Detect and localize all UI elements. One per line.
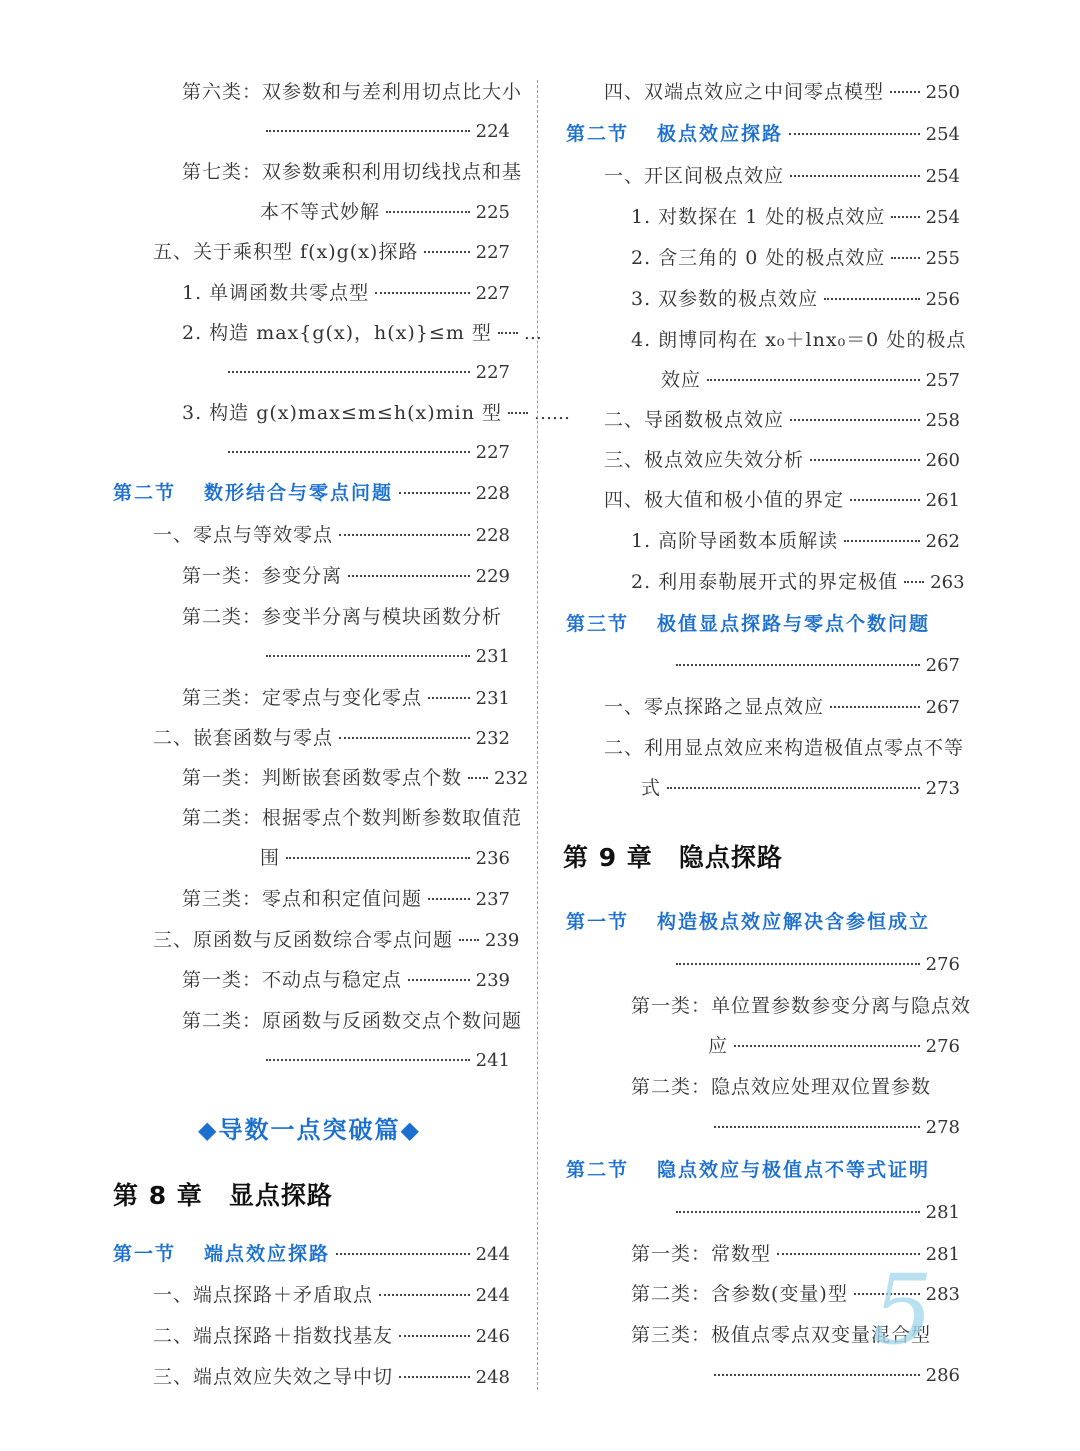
toc-entry[interactable] [708,1116,960,1140]
chapter-title: 隐点探路 [678,843,783,872]
dot-leader [676,664,920,666]
toc-entry[interactable] [631,994,972,1018]
toc-entry[interactable] [182,968,510,993]
page-number: 262 [925,531,960,552]
page-number: 260 [925,450,960,471]
dot-leader [830,706,920,708]
toc-entry[interactable] [708,1364,960,1388]
toc-entry[interactable] [631,328,967,352]
toc-entry[interactable] [260,1049,510,1073]
dot-leader [399,1376,470,1378]
toc-entry[interactable] [153,1283,510,1308]
page-number: 261 [925,490,960,511]
toc-entry[interactable] [182,281,510,306]
entry-title: 极值显点探路与零点个数问题 [657,613,931,635]
toc-entry[interactable] [604,164,960,189]
toc-entry[interactable] [631,529,960,554]
dot-leader [339,534,470,536]
dot-leader [428,697,470,699]
entry-title: 五、关于乘积型 f(x)g(x)探路 [153,241,419,263]
entry-title: 1. 高阶导函数本质解读 [631,530,839,552]
entry-title: 二、嵌套函数与零点 [153,727,334,749]
toc-entry[interactable] [670,953,960,977]
page-number: 276 [925,1036,960,1057]
section-label: 第二节 [566,1159,630,1181]
dot-leader [386,211,470,213]
toc-section-heading[interactable] [566,612,960,636]
page-number: 258 [925,410,960,431]
dot-leader [459,939,479,941]
toc-entry[interactable] [260,200,510,225]
page-number: 231 [475,646,510,667]
dot-leader [850,499,920,501]
dot-leader [891,216,919,218]
section-label: 第二节 [113,482,177,504]
page-number: 232 [475,728,510,749]
dot-leader [399,492,470,494]
page-number: 256 [925,289,960,310]
entry-title: 三、端点效应失效之导中切 [153,1366,394,1388]
page-number: 227 [475,242,510,263]
dot-leader [667,787,920,789]
entry-title: 三、极点效应失效分析 [604,449,805,471]
chapter-8-heading [113,1176,333,1212]
column-divider [537,80,538,1390]
toc-entry[interactable] [182,766,529,791]
entry-title: 二、端点探路＋指数找基友 [153,1325,394,1347]
dot-leader [336,1253,470,1255]
dot-leader [266,655,470,657]
dot-leader [904,581,924,583]
page-number: 254 [925,166,960,187]
dot-leader [714,1126,920,1128]
section-label: 第三节 [566,613,630,635]
toc-entry[interactable] [631,1075,960,1099]
entry-title: 极点效应探路 [657,123,784,145]
page-number-watermark: 5 [872,1254,934,1366]
toc-entry[interactable] [641,776,960,801]
page-number: … [523,323,542,344]
dot-leader [789,133,920,135]
page-number: 246 [475,1326,510,1347]
toc-section-heading[interactable] [566,1158,960,1182]
entry-title: 一、零点与等效零点 [153,524,334,546]
page-number: 228 [475,483,510,504]
page-number: 283 [925,1284,960,1305]
entry-title: 第二类：原函数与反函数交点个数问题 [182,1010,523,1032]
toc-entry[interactable] [631,246,960,271]
dot-leader [286,857,470,859]
toc-entry[interactable] [182,605,510,629]
entry-title: 本不等式妙解 [260,201,381,223]
toc-section-heading[interactable] [113,1242,510,1267]
toc-entry[interactable] [604,695,960,720]
page-number: 225 [475,202,510,223]
toc-entry[interactable] [222,361,510,385]
dot-leader [890,91,920,93]
page-number: 228 [475,525,510,546]
page-number: 254 [925,207,960,228]
page-number: 254 [925,124,960,145]
dot-leader [824,298,919,300]
dot-leader [508,412,528,414]
page-number: 248 [475,1367,510,1388]
part-title: ◆导数一点突破篇◆ [198,1116,421,1144]
toc-entry[interactable] [670,1201,960,1225]
dot-leader [734,1045,920,1047]
toc-entry[interactable] [604,408,960,433]
toc-entry[interactable] [182,401,570,426]
dot-leader [266,130,470,132]
entry-title: 应 [708,1035,729,1057]
entry-title: 四、双端点效应之中间零点模型 [604,81,885,103]
dot-leader [790,419,920,421]
page-number: 281 [925,1202,960,1223]
page-number: 250 [925,82,960,103]
entry-title: 第三类：零点和积定值问题 [182,888,423,910]
dot-leader [379,1294,470,1296]
page-number: 239 [485,930,520,951]
dot-leader [468,777,488,779]
entry-title: 第七类：双参数乘积利用切线找点和基 [182,161,523,183]
toc-section-heading[interactable] [566,910,960,934]
entry-title: 一、零点探路之显点效应 [604,696,825,718]
entry-title: 二、利用显点效应来构造极值点零点不等 [604,737,965,759]
dot-leader [228,451,470,453]
entry-title: 第二类：根据零点个数判断参数取值范 [182,807,523,829]
page-number: 281 [925,1244,960,1265]
dot-leader [790,175,920,177]
dot-leader [844,540,919,542]
toc-entry[interactable] [661,368,960,393]
entry-title: 第二类：隐点效应处理双位置参数 [631,1076,932,1098]
dot-leader [714,1374,920,1376]
page-number: 227 [475,442,510,463]
page-number: 257 [925,370,960,391]
entry-title: 4. 朗博同构在 x₀＋lnx₀＝0 处的极点 [631,329,967,351]
chapter-title: 显点探路 [228,1181,333,1210]
entry-title: 构造极点效应解决含参恒成立 [657,911,931,933]
entry-title: 端点效应探路 [204,1243,331,1265]
toc-entry[interactable] [153,1365,510,1390]
entry-title: 数形结合与零点问题 [204,482,394,504]
toc-section-heading[interactable] [113,481,510,506]
page-number: …… [533,403,570,424]
toc-entry[interactable] [604,736,965,760]
toc-entry[interactable] [153,240,510,265]
entry-title: 第二类：参变半分离与模块函数分析 [182,606,503,628]
page-number: 273 [925,778,960,799]
page-number: 278 [925,1117,960,1138]
page-number: 236 [475,848,510,869]
section-label: 第二节 [566,123,630,145]
toc-entry[interactable] [604,80,960,105]
dot-leader [676,963,920,965]
page-number: 276 [925,954,960,975]
toc-entry[interactable] [182,564,510,589]
toc-entry[interactable] [182,80,523,104]
chapter-9-heading [563,838,783,874]
toc-entry[interactable] [604,488,960,513]
entry-title: 第一类：单位置参数参变分离与隐点效 [631,995,972,1017]
entry-title: 式 [641,777,662,799]
toc-entry[interactable] [631,287,960,312]
toc-entry[interactable] [153,523,510,548]
entry-title: 隐点效应与极值点不等式证明 [657,1159,931,1181]
toc-entry[interactable] [260,120,510,144]
entry-title: 三、原函数与反函数综合零点问题 [153,929,454,951]
toc-entry[interactable] [260,645,510,669]
dot-leader [676,1211,920,1213]
toc-entry[interactable] [604,448,960,473]
page-number: 267 [925,697,960,718]
toc-entry[interactable] [182,1009,523,1033]
dot-leader [266,1059,470,1061]
entry-title: 3. 双参数的极点效应 [631,288,819,310]
entry-title: 3. 构造 g(x)max≤m≤h(x)min 型 [182,402,502,424]
entry-title: 第六类：双参数和与差利用切点比大小 [182,81,523,103]
dot-leader [375,292,469,294]
toc-entry[interactable] [182,321,542,346]
dot-leader [498,332,518,334]
entry-title: 第三类：极值点零点双变量混合型 [631,1324,932,1346]
page-number: 255 [925,248,960,269]
page-number: 231 [475,688,510,709]
toc-entry[interactable] [153,726,510,751]
entry-title: 1. 单调函数共零点型 [182,282,370,304]
entry-title: 四、极大值和极小值的界定 [604,489,845,511]
entry-title: 1. 对数探在 1 处的极点效应 [631,206,886,228]
dot-leader [408,979,470,981]
entry-title: 2. 含三角的 0 处的极点效应 [631,247,886,269]
page-number: 286 [925,1365,960,1386]
entry-title: 第一类：判断嵌套函数零点个数 [182,767,463,789]
page-number: 267 [925,655,960,676]
toc-entry[interactable] [631,205,960,230]
toc-entry[interactable] [260,846,510,871]
dot-leader [348,575,470,577]
page-number: 227 [475,283,510,304]
section-label: 第一节 [113,1243,177,1265]
toc-entry[interactable] [182,887,510,912]
page-number: 229 [475,566,510,587]
entry-title: 2. 构造 max{g(x)，h(x)}≤m 型 [182,322,492,344]
dot-leader [428,898,470,900]
page-number: 227 [475,362,510,383]
toc-entry[interactable] [182,806,523,830]
dot-leader [424,251,469,253]
entry-title: 二、导函数极点效应 [604,409,785,431]
toc-entry[interactable] [182,160,523,184]
toc-entry[interactable] [182,686,510,711]
toc-entry[interactable] [153,928,520,953]
entry-title: 2. 利用泰勒展开式的界定极值 [631,571,899,593]
page-number: 263 [930,572,965,593]
entry-title: 第三类：定零点与变化零点 [182,687,423,709]
page-number: 244 [475,1285,510,1306]
toc-entry[interactable] [631,570,965,595]
entry-title: 第一类：常数型 [631,1243,772,1265]
chapter-number: 第 9 章 [563,843,653,872]
dot-leader [399,1335,470,1337]
page-number: 237 [475,889,510,910]
entry-title: 一、端点探路＋矛盾取点 [153,1284,374,1306]
page-number: 241 [475,1050,510,1071]
dot-leader [810,459,920,461]
entry-title: 效应 [661,369,702,391]
entry-title: 围 [260,847,281,869]
toc-entry[interactable] [222,441,510,465]
dot-leader [707,379,920,381]
toc-entry[interactable] [708,1034,960,1059]
toc-section-heading[interactable] [566,122,960,147]
chapter-number: 第 8 章 [113,1181,203,1210]
section-label: 第一节 [566,911,630,933]
page-number: 224 [475,121,510,142]
dot-leader [891,257,919,259]
entry-title: 第一类：参变分离 [182,565,343,587]
toc-entry[interactable] [670,654,960,678]
dot-leader [228,371,470,373]
entry-title: 一、开区间极点效应 [604,165,785,187]
page-number: 232 [494,768,529,789]
page-number: 239 [475,970,510,991]
toc-entry[interactable] [153,1324,510,1349]
page-number: 244 [475,1244,510,1265]
entry-title: 第二类：含参数(变量)型 [631,1283,848,1305]
entry-title: 第一类：不动点与稳定点 [182,969,403,991]
dot-leader [339,737,470,739]
